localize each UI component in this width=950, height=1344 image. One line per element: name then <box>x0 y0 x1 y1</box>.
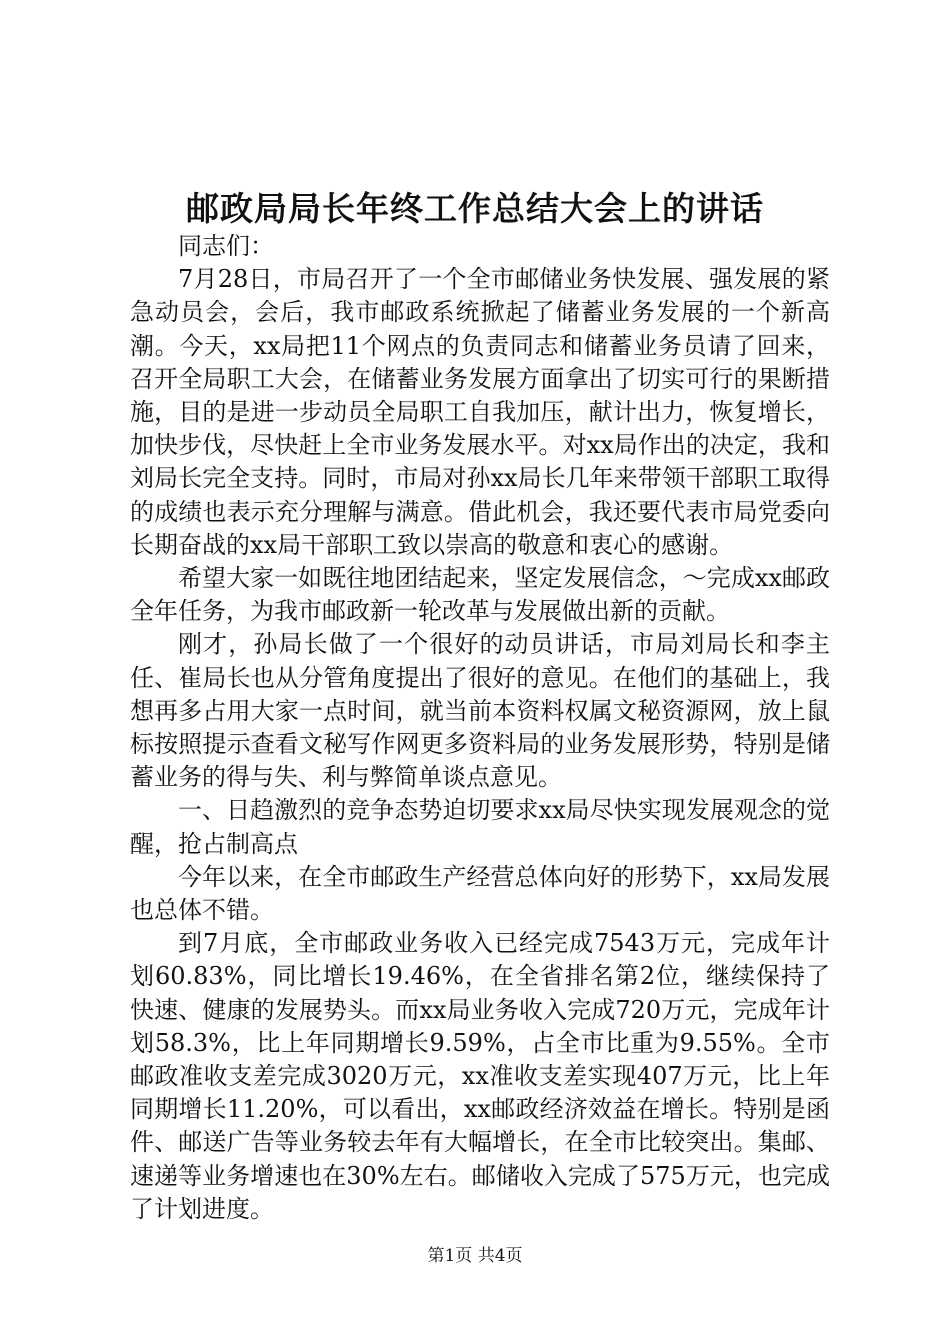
salutation-paragraph: 同志们： <box>178 232 274 260</box>
body-paragraph: 今年以来，在全市邮政生产经营总体向好的形势下，xx局发展也总体不错。 <box>130 862 830 925</box>
body-paragraph: 希望大家一如既往地团结起来，坚定发展信念，～完成xx邮政全年任务，为我市邮政新一轮改革与发展做出新的贡献。 <box>130 564 830 626</box>
body-paragraph: 刚才，孙局长做了一个很好的动员讲话，市局刘局长和李主任、崔局长也从分管角度提出了很好的意见。在他们的基础上，我想再多占用大家一点时间，就当前本资料权属文秘资源网，放上鼠标按照提示查看文秘写作网更多资料局的业务发展形势，特别是储蓄业务的得与失、利与弊简单谈点意见。 <box>130 630 830 792</box>
page-number-footer: 第1页 共4页 <box>427 1246 523 1266</box>
document-title: 邮政局局长年终工作总结大会上的讲话 <box>186 189 764 228</box>
document-body <box>130 230 830 1226</box>
body-paragraph: 到7月底，全市邮政业务收入已经完成7543万元，完成年计划60.83%，同比增长19.46%，在全省排名第2位，继续保持了快速、健康的发展势头。而xx局业务收入完成720万元，完成年计划58.3%，比上年同期增长9.59%，占全市比重为9.55%。全市邮政准收支差完成3020万元，xx准收支差实现407万元，比上年同期增长11.20%，可以看出，xx邮政经济效益在增长。特别是函件、邮送广告等业务较去年有大幅增长，在全市比较突出。集邮、速递等业务增速也在30%左右。邮储收入完成了575万元，也完成了计划进度。 <box>130 929 830 1223</box>
body-paragraph: 7月28日，市局召开了一个全市邮储业务快发展、强发展的紧急动员会，会后，我市邮政系统掀起了储蓄业务发展的一个新高潮。今天，xx局把11个网点的负责同志和储蓄业务员请了回来，召开全局职工大会，在储蓄业务发展方面拿出了切实可行的果断措施，目的是进一步动员全局职工自我加压，献计出力，恢复增长，加快步伐，尽快赶上全市业务发展水平。对xx局作出的决定，我和刘局长完全支持。同时，市局对孙xx局长几年来带领干部职工取得的成绩也表示充分理解与满意。借此机会，我还要代表市局党委向长期奋战的xx局干部职工致以崇高的敬意和衷心的感谢。 <box>130 265 830 559</box>
section-heading: 一、日趋激烈的竞争态势迫切要求xx局尽快实现发展观念的觉醒，抢占制高点 <box>130 796 830 858</box>
